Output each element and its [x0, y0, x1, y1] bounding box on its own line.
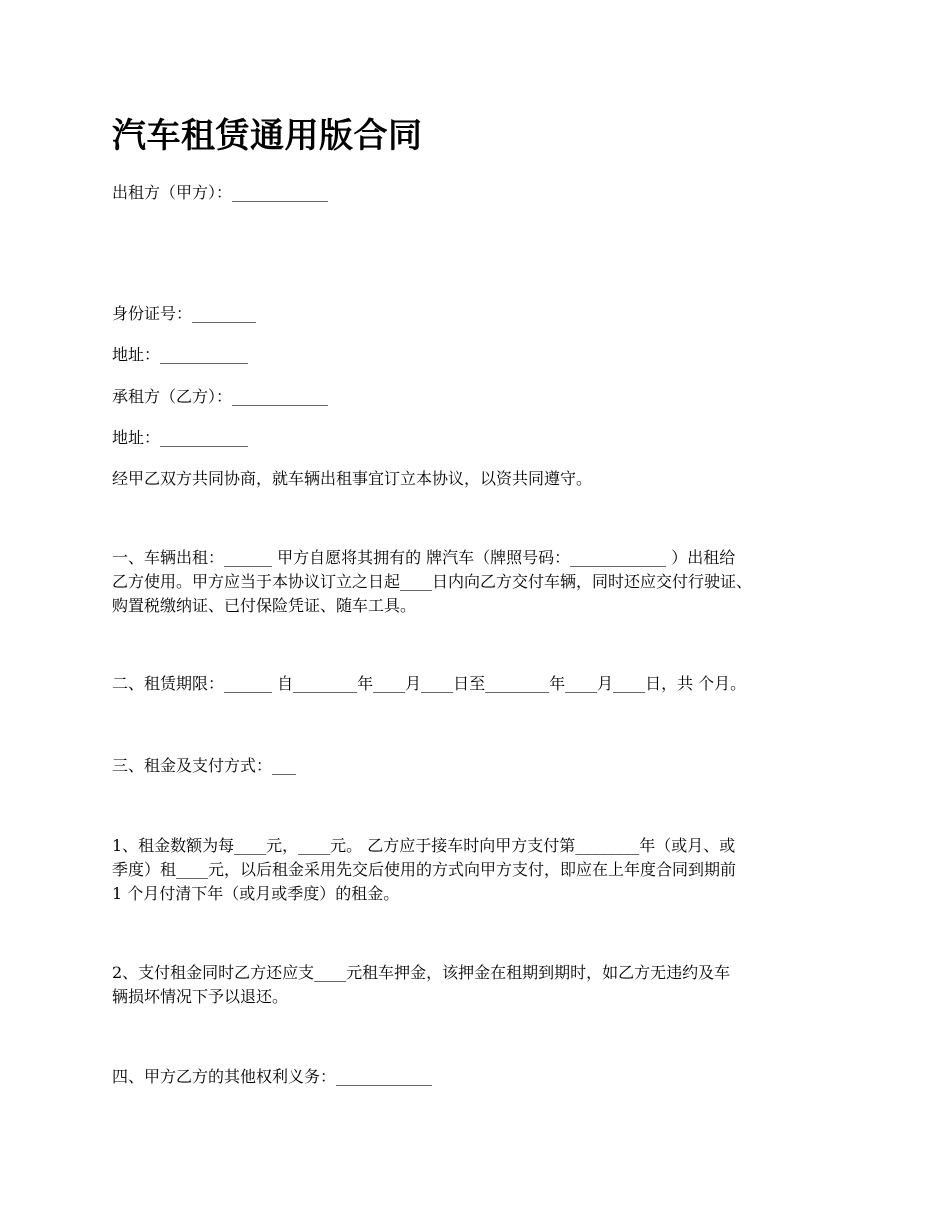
- clause-3-item-1-line: 1 个月付清下年（或月或季度）的租金。: [112, 884, 400, 903]
- clause-4-other-rights: 四、甲方乙方的其他权利义务：____________: [112, 1067, 433, 1086]
- lessor-address-line: 地址：___________: [112, 345, 249, 364]
- clause-1-line: 乙方使用。甲方应当于本协议订立之日起____日内向乙方交付车辆，同时还应交付行驶证、: [112, 572, 753, 591]
- contract-title: 汽车租赁通用版合同: [112, 116, 423, 156]
- lessor-line: 出租方（甲方）：____________: [112, 183, 329, 202]
- clause-3-item-2-deposit: [112, 961, 857, 1009]
- clause-3-item-1-rent-amount: [112, 834, 857, 906]
- preamble-paragraph: 经甲乙双方共同协商，就车辆出租事宜订立本协议，以资共同遵守。: [112, 469, 593, 488]
- clause-1-vehicle-rental: [112, 546, 857, 618]
- clause-2-lease-term: 二、租赁期限：______ 自________年____月____日至________年____月____日，共 个月。: [112, 674, 747, 693]
- clause-3-item-2-line: 2、支付租金同时乙方还应支____元租车押金，该押金在租期到期时，如乙方无违约及车: [112, 963, 731, 982]
- lessee-line: 承租方（乙方）：____________: [112, 387, 329, 406]
- lessee-address-line: 地址：___________: [112, 428, 249, 447]
- clause-3-item-1-line: 季度）租____元，以后租金采用先交后使用的方式向甲方支付，即应在上年度合同到期前: [112, 860, 737, 879]
- clause-3-rent-payment: 三、租金及支付方式：___: [112, 756, 297, 775]
- clause-1-line: 购置税缴纳证、已付保险凭证、随车工具。: [112, 596, 417, 615]
- id-number-line: 身份证号：________: [112, 304, 257, 323]
- clause-3-item-2-line: 辆损坏情况下予以退还。: [112, 987, 289, 1006]
- clause-1-line: 一、车辆出租：______ 甲方自愿将其拥有的 牌汽车（牌照号码：____________ ）出租给: [112, 548, 736, 567]
- clause-3-item-1-line: 1、租金数额为每____元，____元。 乙方应于接车时向甲方支付第________年（或月、或: [112, 836, 736, 855]
